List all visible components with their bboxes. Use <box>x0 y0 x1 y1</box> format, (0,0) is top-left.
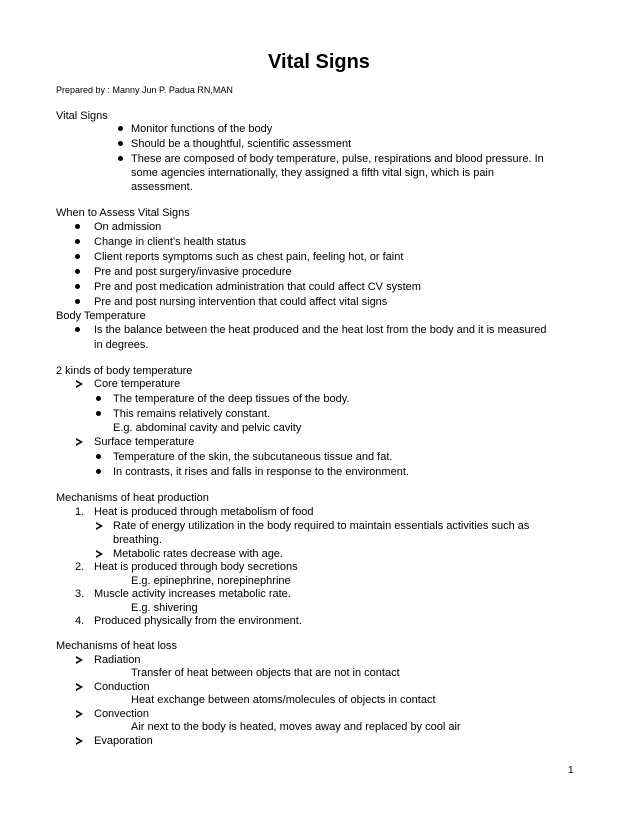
list-item: These are composed of body temperature, pulse, respirations and blood pressure. In <box>131 153 544 165</box>
bullet-icon <box>75 269 80 274</box>
list-item-continuation: in degrees. <box>94 339 149 351</box>
example-line: E.g. abdominal cavity and pelvic cavity <box>113 422 302 434</box>
sub-heading-core: Core temperature <box>94 378 181 390</box>
bullet-icon <box>75 327 80 332</box>
bullet-icon <box>75 239 80 244</box>
arrow-bullet-icon <box>96 522 103 530</box>
list-item: Heat is produced through metabolism of food <box>94 506 314 518</box>
section-heading-body-temperature: Body Temperature <box>56 310 146 322</box>
section-heading-kinds: 2 kinds of body temperature <box>56 365 193 377</box>
list-item: Pre and post surgery/invasive procedure <box>94 266 292 278</box>
bullet-icon <box>96 396 101 401</box>
bullet-icon <box>96 469 101 474</box>
page-number: 1 <box>568 765 574 776</box>
list-item: Temperature of the skin, the subcutaneous tissue and fat. <box>113 451 393 463</box>
list-number: 3. <box>75 588 85 600</box>
bullet-icon <box>75 299 80 304</box>
bullet-icon <box>118 156 123 161</box>
list-item: The temperature of the deep tissues of the body. <box>113 393 350 405</box>
list-item: Produced physically from the environment. <box>94 615 302 627</box>
list-item: In contrasts, it rises and falls in response to the environment. <box>113 466 409 478</box>
section-heading-heat-loss: Mechanisms of heat loss <box>56 640 178 652</box>
sub-heading-surface: Surface temperature <box>94 436 195 448</box>
list-item: Should be a thoughtful, scientific assessment <box>131 138 352 150</box>
list-item: Is the balance between the heat produced and the heat lost from the body and it is measured <box>94 324 547 336</box>
example-line: E.g. shivering <box>131 602 198 614</box>
list-item: On admission <box>94 221 162 233</box>
bullet-icon <box>96 454 101 459</box>
example-line: E.g. epinephrine, norepinephrine <box>131 575 291 587</box>
list-item-continuation: assessment. <box>131 181 193 193</box>
bullet-icon <box>75 224 80 229</box>
bullet-icon <box>96 411 101 416</box>
list-item: Conduction <box>94 681 150 693</box>
arrow-bullet-icon <box>76 656 83 664</box>
description-line: Heat exchange between atoms/molecules of objects in contact <box>131 694 436 706</box>
section-heading-vital-signs: Vital Signs <box>56 110 108 122</box>
list-item: Rate of energy utilization in the body required to maintain essentials activities such as <box>113 520 530 532</box>
list-number: 2. <box>75 561 85 573</box>
list-item: Evaporation <box>94 735 153 747</box>
list-item: Muscle activity increases metabolic rate. <box>94 588 291 600</box>
list-item: This remains relatively constant. <box>113 408 271 420</box>
arrow-bullet-icon <box>76 438 83 446</box>
bullet-icon <box>75 254 80 259</box>
document-title: Vital Signs <box>268 51 370 73</box>
list-item: Client reports symptoms such as chest pain, feeling hot, or faint <box>94 251 404 263</box>
list-item: Heat is produced through body secretions <box>94 561 298 573</box>
list-number: 4. <box>75 615 85 627</box>
bullet-icon <box>75 284 80 289</box>
bullet-icon <box>118 126 123 131</box>
list-item: Pre and post nursing intervention that could affect vital signs <box>94 296 388 308</box>
list-number: 1. <box>75 506 85 518</box>
list-item: Convection <box>94 708 150 720</box>
list-item-continuation: some agencies internationally, they assigned a fifth vital sign, which is pain <box>131 167 494 179</box>
list-item: Pre and post medication administration that could affect CV system <box>94 281 421 293</box>
author-line: Prepared by : Manny Jun P. Padua RN,MAN <box>56 85 233 95</box>
list-item: Change in client’s health status <box>94 236 247 248</box>
section-heading-heat-production: Mechanisms of heat production <box>56 492 209 504</box>
list-item: Metabolic rates decrease with age. <box>113 548 283 560</box>
list-item: Radiation <box>94 654 141 666</box>
description-line: Air next to the body is heated, moves away and replaced by cool air <box>131 721 461 733</box>
arrow-bullet-icon <box>76 683 83 691</box>
list-item: Monitor functions of the body <box>131 123 273 135</box>
arrow-bullet-icon <box>76 710 83 718</box>
list-item-continuation: breathing. <box>113 534 162 546</box>
arrow-bullet-icon <box>96 550 103 558</box>
bullet-icon <box>118 141 123 146</box>
section-heading-when-to-assess: When to Assess Vital Signs <box>56 207 190 219</box>
arrow-bullet-icon <box>76 737 83 745</box>
description-line: Transfer of heat between objects that are not in contact <box>131 667 400 679</box>
arrow-bullet-icon <box>76 380 83 388</box>
